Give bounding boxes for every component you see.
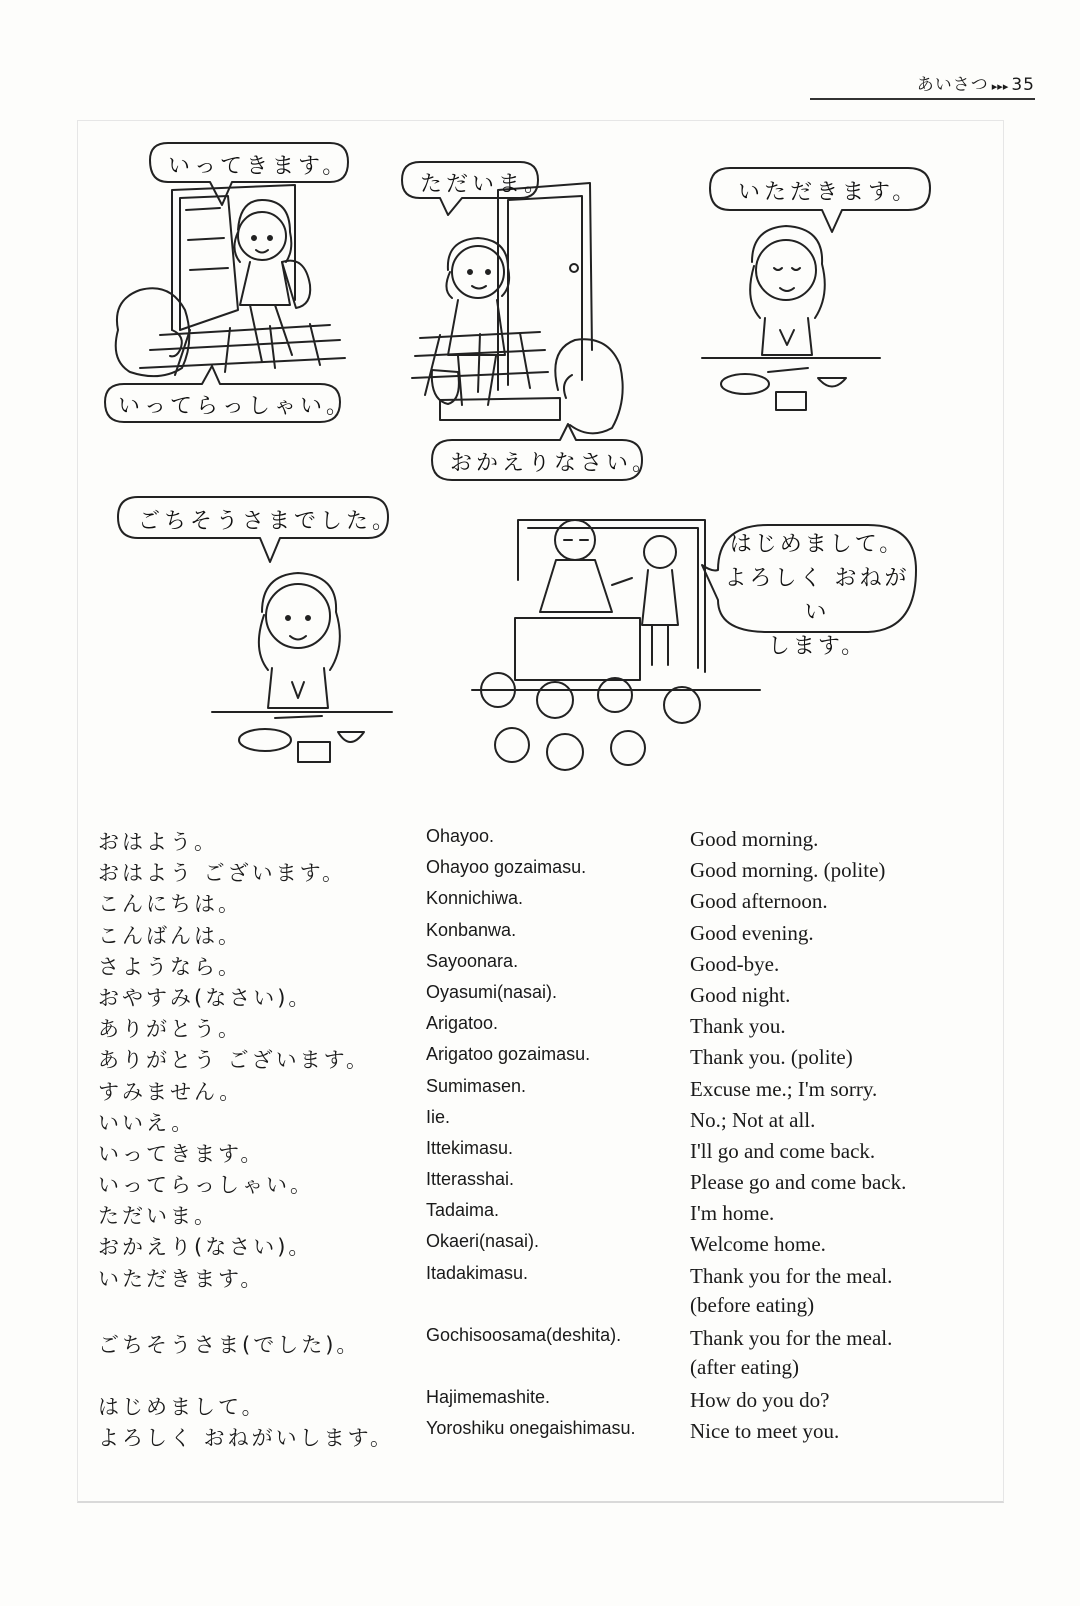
phrase-japanese: おはよう ございます。 — [98, 861, 346, 886]
phrase-romaji: Sayoonara. — [426, 950, 519, 971]
phrase-row — [98, 1076, 978, 1107]
praying-hands — [292, 682, 304, 698]
plate — [721, 374, 769, 394]
phrase-row — [98, 1200, 978, 1231]
bubble-text-see-off: いってらっしゃい。 — [118, 394, 353, 419]
phrase-romaji: Tadaima. — [426, 1200, 500, 1221]
bubble-text-welcome: おかえりなさい。 — [450, 451, 659, 476]
phrase-english: Thank you for the meal. (before eating) — [690, 1263, 893, 1317]
phrase-row — [98, 1138, 978, 1169]
phrase-english: I'm home. — [690, 1201, 775, 1226]
phrase-english: Good morning. — [690, 827, 819, 851]
phrase-row — [98, 920, 978, 951]
phrase-japanese: こんばんは。 — [98, 923, 242, 948]
phrase-row — [98, 1418, 978, 1449]
praying-hands — [780, 330, 794, 345]
phrase-romaji: Okaeri(nasai). — [426, 1231, 540, 1252]
phrase-english: Good afternoon. — [690, 889, 828, 914]
page-number: 35 — [1011, 75, 1035, 95]
phrase-romaji: Sumimasen. — [426, 1075, 527, 1096]
phrase-english: Please go and come back. — [690, 1170, 907, 1195]
bubble-text-leaving: いってきます。 — [168, 154, 349, 179]
phrase-row — [98, 1231, 978, 1262]
phrase-english: No.; Not at all. — [690, 1107, 816, 1132]
phrase-english: Welcome home. — [690, 1232, 826, 1257]
bubble-text-after-meal: ごちそうさまでした。 — [138, 509, 399, 534]
phrase-english: Good night. — [690, 982, 791, 1007]
phrase-japanese: ありがとう。 — [98, 1017, 242, 1042]
phrase-japanese: こんにちは。 — [98, 892, 242, 917]
phrase-japanese: はじめまして。 — [98, 1394, 266, 1419]
phrase-english: Thank you. — [690, 1014, 786, 1039]
plate — [239, 729, 291, 751]
phrase-romaji: Ittekimasu. — [426, 1137, 514, 1158]
phrase-romaji: Ohayoo gozaimasu. — [426, 857, 587, 878]
phrase-english: Thank you. (polite) — [690, 1045, 853, 1070]
phrase-romaji: Konnichiwa. — [426, 888, 524, 909]
phrase-romaji: Arigatoo gozaimasu. — [426, 1044, 591, 1065]
phrase-row — [98, 1013, 978, 1044]
bag — [432, 370, 459, 404]
phrase-japanese: いってらっしゃい。 — [98, 1173, 314, 1198]
phrase-japanese: ありがとう ございます。 — [98, 1048, 370, 1073]
phrase-english: Good evening. — [690, 920, 814, 945]
phrase-japanese: いただきます。 — [98, 1266, 265, 1291]
phrase-japanese: すみません。 — [98, 1079, 244, 1104]
phrase-row — [98, 1387, 978, 1418]
bubble-text-introduction: はじめまして。 よろしく おねがい します。 — [724, 532, 910, 659]
phrase-japanese: さようなら。 — [98, 954, 242, 979]
phrase-japanese: おかえり(なさい)。 — [98, 1235, 313, 1260]
girl-head — [266, 584, 330, 648]
phrase-romaji: Ohayoo. — [426, 826, 495, 846]
phrase-english: Good-bye. — [690, 951, 780, 976]
phrase-japanese: よろしく おねがいします。 — [98, 1425, 394, 1450]
phrase-table — [98, 826, 978, 1449]
scene-returning-art — [402, 162, 642, 480]
phrase-japanese: ごちそうさま(でした)。 — [98, 1332, 361, 1357]
girl-head — [452, 246, 504, 298]
phrase-romaji: Hajimemashite. — [426, 1386, 551, 1407]
phrase-romaji: Arigatoo. — [426, 1013, 499, 1034]
scene-after-meal-art — [118, 497, 392, 762]
phrase-row — [98, 1169, 978, 1200]
phrase-row — [98, 826, 978, 857]
phrase-english: I'll go and come back. — [690, 1138, 876, 1163]
rice-bowl — [818, 378, 846, 387]
phrase-japanese: いいえ。 — [98, 1110, 196, 1135]
phrase-japanese: ただいま。 — [98, 1204, 218, 1229]
food-box — [298, 742, 330, 762]
phrase-row — [98, 1325, 978, 1387]
phrase-row — [98, 1263, 978, 1325]
phrase-romaji: Iie. — [426, 1106, 451, 1127]
student-head — [644, 536, 676, 568]
phrase-row — [98, 888, 978, 919]
phrase-romaji: Gochisoosama(deshita). — [426, 1324, 622, 1345]
phrase-romaji: Itadakimasu. — [426, 1262, 529, 1283]
phrase-english: Excuse me.; I'm sorry. — [690, 1076, 878, 1101]
section-title: あいさつ — [916, 75, 989, 95]
phrase-row — [98, 1107, 978, 1138]
food-box — [776, 392, 806, 410]
arrow-glyphs: ▸▸▸ — [991, 80, 1009, 93]
phrase-japanese: おはよう。 — [98, 830, 218, 854]
phrase-row — [98, 951, 978, 982]
phrase-romaji: Konbanwa. — [426, 919, 517, 940]
phrase-english: Thank you for the meal. (after eating) — [690, 1325, 893, 1379]
bubble-text-returning: ただいま。 — [420, 172, 551, 197]
bubble-text-before-meal: いただきます。 — [738, 180, 919, 205]
phrase-japanese: いってきます。 — [98, 1141, 265, 1166]
phrase-japanese: おやすみ(なさい)。 — [98, 985, 313, 1010]
phrase-row — [98, 857, 978, 888]
phrase-english: How do you do? — [690, 1387, 830, 1412]
phrase-row — [98, 982, 978, 1013]
phrase-row — [98, 1044, 978, 1075]
scene-leaving-art — [105, 143, 348, 422]
phrase-english: Good morning. (polite) — [690, 858, 886, 883]
door-frame — [498, 183, 592, 390]
teacher-desk — [515, 618, 640, 680]
rice-bowl — [338, 732, 364, 742]
phrase-romaji: Yoroshiku onegaishimasu. — [426, 1417, 636, 1438]
phrase-romaji: Oyasumi(nasai). — [426, 981, 558, 1002]
open-door — [180, 196, 238, 330]
phrase-english: Nice to meet you. — [690, 1418, 840, 1443]
phrase-romaji: Itterasshai. — [426, 1169, 515, 1190]
